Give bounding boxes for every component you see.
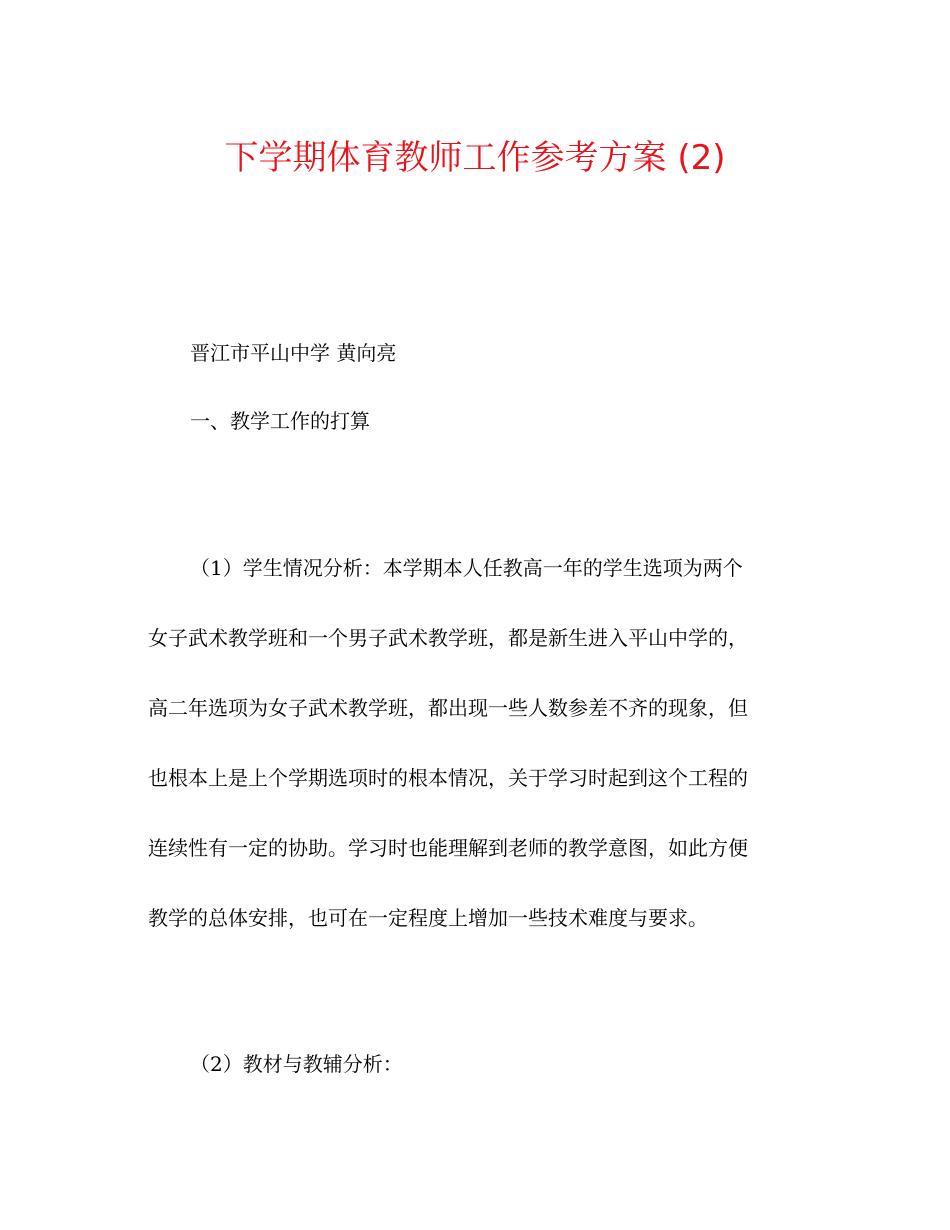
section-heading: 一、教学工作的打算 — [190, 409, 370, 433]
paragraph-line: 也根本上是上个学期选项时的根本情况，关于学习时起到这个工程的 — [148, 766, 748, 790]
paragraph-line: 女子武术教学班和一个男子武术教学班，都是新生进入平山中学的， — [148, 626, 748, 650]
paragraph-line: 教学的总体安排，也可在一定程度上增加一些技术难度与要求。 — [148, 906, 708, 930]
paragraph-line: 连续性有一定的协助。学习时也能理解到老师的教学意图，如此方便 — [148, 836, 748, 860]
subsection-heading: （2）教材与教辅分析： — [190, 1052, 403, 1076]
paragraph-line: （1）学生情况分析：本学期本人任教高一年的学生选项为两个 — [190, 556, 743, 580]
paragraph-line: 高二年选项为女子武术教学班，都出现一些人数参差不齐的现象，但 — [148, 696, 748, 720]
document-title: 下学期体育教师工作参考方案 (2) — [224, 138, 726, 178]
author-line: 晋江市平山中学 黄向亮 — [190, 341, 397, 365]
